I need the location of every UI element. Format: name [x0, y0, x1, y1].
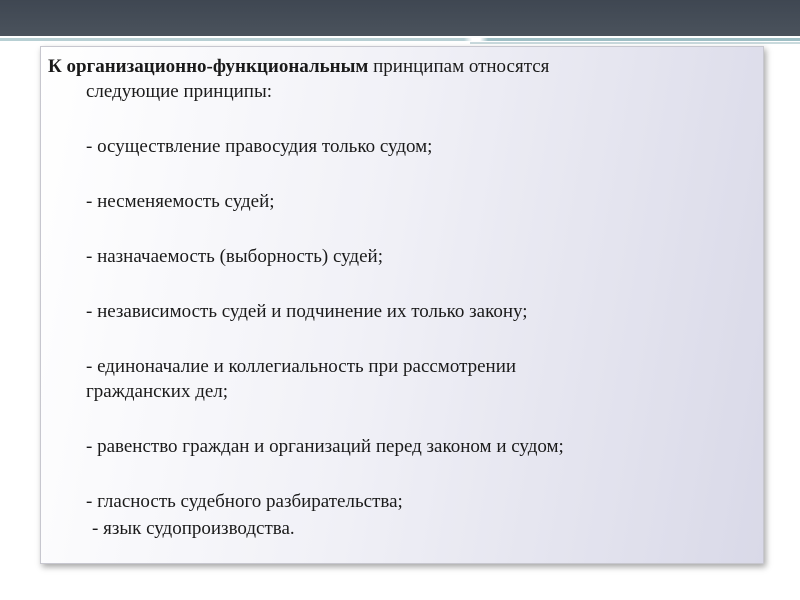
intro-bold: К организационно-функциональным: [48, 56, 369, 77]
list-item-continuation: гражданских дел;: [86, 381, 229, 402]
list-item: - гласность судебного разбирательства;: [86, 491, 403, 512]
list-item: - единоначалие и коллегиальность при рассмотрении: [86, 356, 517, 377]
list-item: - осуществление правосудия только судом;: [86, 136, 433, 157]
list-item: - несменяемость судей;: [86, 191, 275, 212]
list-item: - независимость судей и подчинение их только закону;: [86, 301, 528, 322]
slide-text: [48, 54, 748, 541]
intro-paragraph: [48, 54, 748, 104]
list-item: - назначаемость (выборность) судей;: [86, 246, 383, 267]
intro-line-2: следующие принципы:: [86, 81, 272, 102]
accent-stripe-secondary: [470, 42, 800, 44]
list-item: - равенство граждан и организаций перед законом и судом;: [86, 436, 564, 457]
list-item: - язык судопроизводства.: [92, 518, 295, 539]
intro-rest: принципам относятся: [368, 56, 550, 77]
accent-stripe: [0, 38, 800, 41]
top-bar: [0, 0, 800, 36]
